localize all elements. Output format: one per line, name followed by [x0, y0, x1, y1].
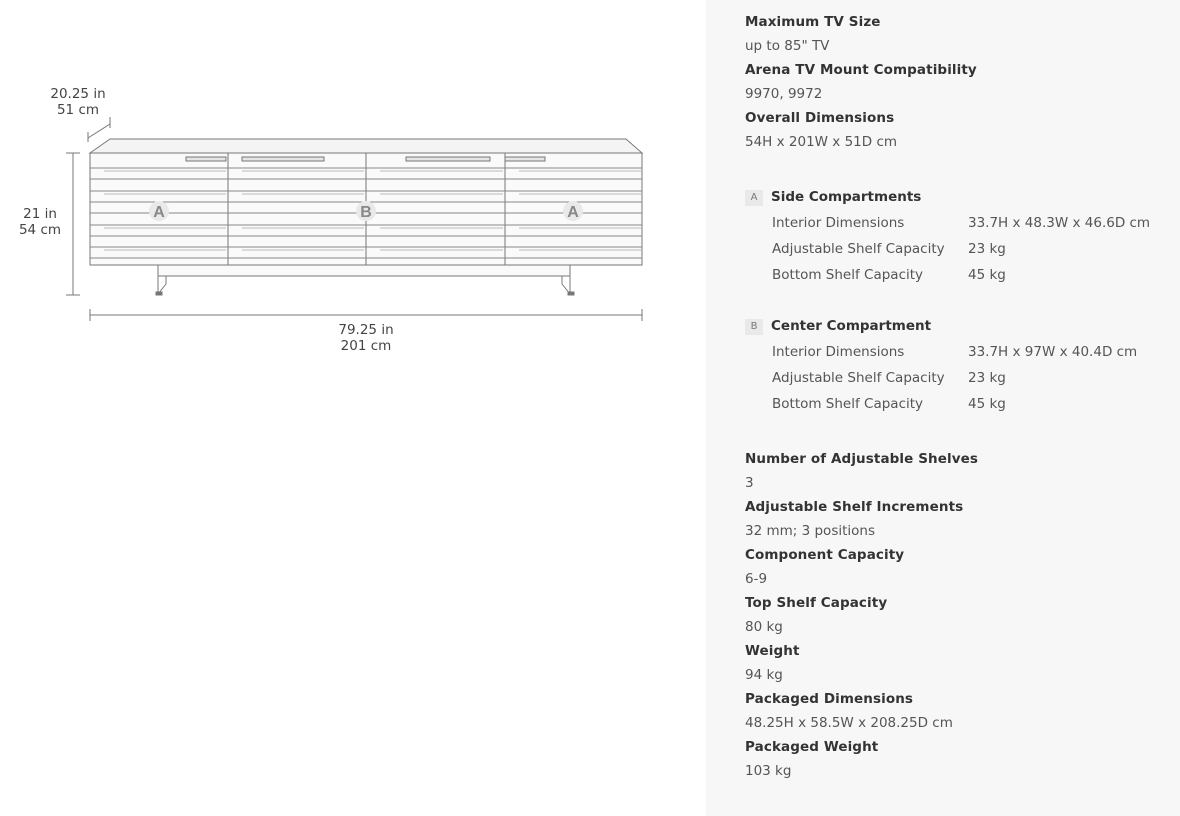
compartment-a-badge: A	[745, 190, 763, 206]
compartment-b-heading: B Center Compartment	[745, 317, 931, 335]
spec-num-shelves: Number of Adjustable Shelves 3	[745, 451, 979, 491]
marker-label-right: A	[567, 204, 579, 221]
spec-top-shelf-capacity: Top Shelf Capacity 80 kg	[745, 595, 888, 635]
compartment-b-row-label: Interior Dimensions	[772, 344, 905, 360]
marker-label-center: B	[360, 204, 372, 221]
marker-label-left: A	[153, 204, 165, 221]
spec-shelf-increments: Adjustable Shelf Increments 32 mm; 3 positions	[745, 499, 964, 539]
compartment-a-row-label: Bottom Shelf Capacity	[772, 267, 924, 283]
media-console-drawing	[0, 0, 706, 360]
spec-max-tv-size: Maximum TV Size up to 85" TV	[745, 14, 881, 54]
spec-component-capacity: Component Capacity 6-9	[745, 547, 905, 587]
height-label: 21 in 54 cm	[18, 206, 62, 238]
width-label: 79.25 in 201 cm	[338, 322, 394, 354]
compartment-b-row-value: 33.7H x 97W x 40.4D cm	[968, 344, 1138, 360]
spec-panel	[706, 0, 1180, 816]
depth-label: 20.25 in 51 cm	[50, 86, 106, 118]
compartment-a-row-label: Interior Dimensions	[772, 215, 905, 231]
compartment-a-row-value: 23 kg	[968, 241, 1006, 257]
compartment-b-row-value: 23 kg	[968, 370, 1006, 386]
compartment-b-row-label: Adjustable Shelf Capacity	[772, 370, 945, 386]
compartment-a-heading: A Side Compartments	[745, 188, 921, 206]
console-top	[90, 139, 642, 153]
compartment-b-badge: B	[745, 319, 763, 335]
compartment-b-row-value: 45 kg	[968, 396, 1006, 412]
spec-mount-compat: Arena TV Mount Compatibility 9970, 9972	[745, 62, 977, 102]
spec-packaged-dimensions: Packaged Dimensions 48.25H x 58.5W x 208.25D cm	[745, 691, 953, 731]
compartment-a-row-value: 45 kg	[968, 267, 1006, 283]
console-base	[158, 265, 570, 276]
depth-line	[88, 124, 110, 138]
compartment-b-row-label: Bottom Shelf Capacity	[772, 396, 924, 412]
compartment-a-row-label: Adjustable Shelf Capacity	[772, 241, 945, 257]
compartment-a-row-value: 33.7H x 48.3W x 46.6D cm	[968, 215, 1151, 231]
spec-weight: Weight 94 kg	[745, 643, 800, 683]
spec-packaged-weight: Packaged Weight 103 kg	[745, 739, 879, 779]
spec-overall-dimensions: Overall Dimensions 54H x 201W x 51D cm	[745, 110, 898, 150]
